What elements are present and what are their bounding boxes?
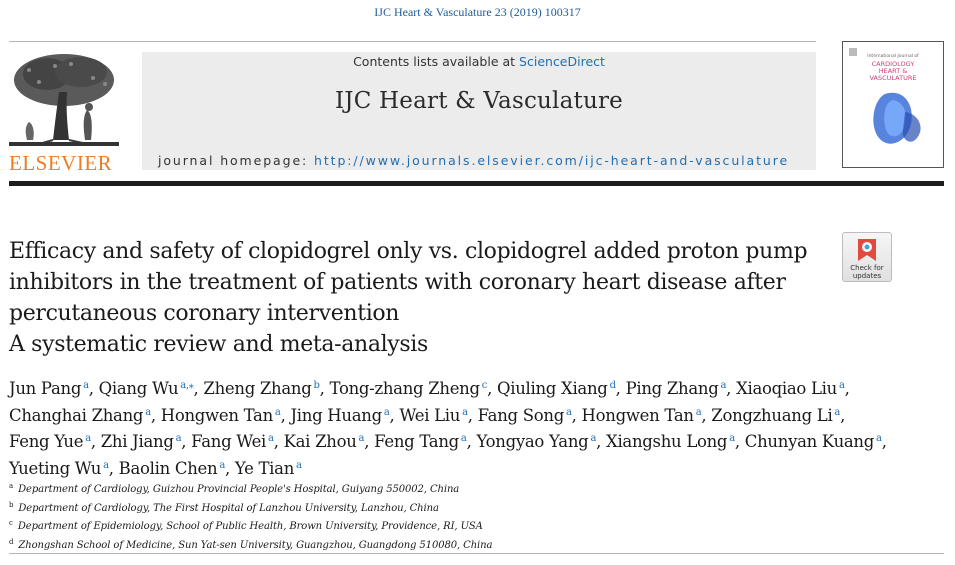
- affiliation-item: [9, 479, 709, 498]
- author-affiliation-mark[interactable]: a: [462, 406, 468, 418]
- author-affiliation-mark[interactable]: a: [103, 459, 109, 471]
- author-name[interactable]: Wei Liu: [399, 405, 461, 425]
- author-list: [9, 374, 949, 480]
- author-affiliation-mark[interactable]: a: [85, 433, 91, 444]
- author-affiliation-mark[interactable]: a: [838, 380, 845, 391]
- author-name[interactable]: Feng Yue: [9, 432, 84, 451]
- author-affiliation-mark[interactable]: a: [145, 406, 151, 418]
- journal-citation[interactable]: IJC Heart & Vasculature 23 (2019) 100317: [374, 5, 581, 19]
- author-affiliation-mark[interactable]: a: [175, 433, 182, 444]
- affiliation-text: Department of Epidemiology, School of Public Health, Brown University, Providence, RI, USA: [17, 521, 483, 532]
- elsevier-logo[interactable]: [9, 52, 119, 175]
- title-line: Efficacy and safety of clopidogrel only vs. clopidogrel added proton pump: [9, 239, 808, 264]
- author-affiliation-mark[interactable]: a: [358, 433, 365, 444]
- author-affiliation-mark[interactable]: a: [876, 433, 882, 444]
- author-name[interactable]: Ping Zhang: [625, 379, 719, 398]
- affiliation-mark: b: [9, 500, 14, 509]
- cover-small-text: International Journal of: [867, 54, 919, 59]
- author-affiliation-mark[interactable]: a: [565, 406, 572, 418]
- author-name[interactable]: Hongwen Tan: [160, 405, 273, 425]
- check-for-updates-label: [843, 264, 891, 280]
- affiliation-mark: d: [9, 537, 14, 546]
- author-line: Jun Pang $^a$, Qiang Wu $^{a,⁎}$, Zheng Zhang $^b$, Tong-zhang Zheng $^c$, Qiuling Xiang $^d$, Ping Zhang $^a$, Xiaoqiao Liu $^a$,: [9, 379, 850, 398]
- author-affiliation-mark[interactable]: a: [695, 406, 702, 418]
- journal-cover-thumbnail[interactable]: [842, 41, 944, 168]
- author-affiliation-mark[interactable]: a: [460, 433, 467, 444]
- affiliation-mark: c: [9, 519, 13, 527]
- affiliation-item: [9, 516, 709, 535]
- author-affiliation-mark[interactable]: a: [274, 406, 281, 418]
- affiliation-text: Department of Cardiology, Guizhou Provincial People's Hospital, Guiyang 550002, China: [18, 484, 460, 495]
- author-affiliation-mark[interactable]: c: [481, 380, 488, 391]
- author-name[interactable]: Qiuling Xiang: [496, 379, 608, 398]
- affiliation-text: Department of Cardiology, The First Hospital of Lanzhou University, Lanzhou, China: [18, 502, 439, 514]
- sciencedirect-link[interactable]: ScienceDirect: [519, 54, 605, 69]
- author-name[interactable]: Xiaoqiao Liu: [736, 379, 837, 398]
- subtitle-line: A systematic review and meta-analysis: [9, 332, 428, 357]
- author-affiliation-mark[interactable]: b: [313, 380, 320, 391]
- author-line: Yueting Wu $^a$, Baolin Chen $^a$, Ye Tian $^a$: [9, 458, 302, 478]
- author-line: Feng Yue $^a$, Zhi Jiang $^a$, Fang Wei $^a$, Kai Zhou $^a$, Feng Tang $^a$, Yongyao Yang $^a$, Xiangshu Long $^a$, Chunyan Kuang $^a$,: [9, 432, 887, 451]
- contents-availability: [142, 54, 816, 69]
- masthead-divider: [9, 181, 944, 186]
- journal-name[interactable]: IJC Heart & Vasculature: [335, 88, 623, 114]
- top-divider: [9, 41, 816, 42]
- elsevier-wordmark: ELSEVIER: [9, 151, 113, 175]
- bookmark-icon: [856, 237, 878, 263]
- author-affiliation-mark[interactable]: a: [383, 406, 390, 418]
- homepage-prefix: journal homepage:: [158, 153, 315, 168]
- affiliation-mark: a: [9, 482, 14, 490]
- contents-prefix: Contents lists available at: [353, 54, 520, 69]
- author-name[interactable]: Fang Song: [477, 405, 564, 425]
- cover-title-line: VASCULATURE: [869, 74, 917, 82]
- author-name[interactable]: Chunyan Kuang: [744, 432, 875, 451]
- cover-title-line: CARDIOLOGY: [871, 60, 915, 68]
- affiliation-text: Zhongshan School of Medicine, Sun Yat-sen University, Guangzhou, Guangdong 510080, China: [18, 539, 493, 551]
- author-name[interactable]: Feng Tang: [374, 432, 459, 451]
- author-name[interactable]: Zhi Jiang: [100, 432, 174, 451]
- elsevier-tree-icon: [9, 52, 119, 150]
- author-affiliation-mark[interactable]: a: [268, 433, 274, 444]
- author-name[interactable]: Jun Pang: [9, 379, 82, 398]
- author-name[interactable]: Kai Zhou: [283, 432, 357, 451]
- author-affiliation-mark[interactable]: a,⁎: [180, 380, 194, 391]
- check-for-updates-button[interactable]: [842, 232, 892, 282]
- author-affiliation-mark[interactable]: a: [729, 433, 735, 444]
- author-affiliation-mark[interactable]: a: [296, 459, 302, 471]
- author-affiliation-mark[interactable]: d: [609, 380, 616, 391]
- author-name[interactable]: Hongwen Tan: [581, 405, 694, 425]
- author-affiliation-mark[interactable]: a: [834, 406, 841, 418]
- affiliation-item: [9, 498, 709, 517]
- affiliation-item: [9, 535, 709, 554]
- journal-homepage: [158, 153, 818, 168]
- author-affiliation-mark[interactable]: a: [83, 380, 89, 391]
- author-name[interactable]: Zheng Zhang: [203, 379, 312, 398]
- author-name[interactable]: Yueting Wu: [9, 458, 102, 478]
- author-affiliation-mark[interactable]: a: [590, 433, 597, 444]
- bottom-divider: [9, 553, 944, 554]
- journal-masthead: [142, 52, 816, 170]
- author-affiliation-mark[interactable]: a: [720, 380, 727, 391]
- author-name[interactable]: Qiang Wu: [98, 379, 179, 398]
- homepage-link[interactable]: http://www.journals.elsevier.com/ijc-heart-and-vasculature: [314, 153, 790, 168]
- check-label-line: updates: [852, 272, 882, 280]
- author-name[interactable]: Zongzhuang Li: [711, 405, 833, 425]
- author-name[interactable]: Fang Wei: [191, 432, 267, 451]
- author-affiliation-mark[interactable]: a: [219, 459, 226, 471]
- article-title: [9, 236, 829, 360]
- author-name[interactable]: Tong-zhang Zheng: [329, 379, 480, 398]
- author-name[interactable]: Ye Tian: [234, 458, 295, 478]
- author-name[interactable]: Xiangshu Long: [606, 432, 728, 451]
- author-name[interactable]: Baolin Chen: [118, 458, 218, 478]
- affiliation-list: [9, 479, 709, 553]
- author-name[interactable]: Changhai Zhang: [9, 405, 144, 425]
- author-line: Changhai Zhang $^a$, Hongwen Tan $^a$, Jing Huang $^a$, Wei Liu $^a$, Fang Song $^a$, Hongwen Tan $^a$, Zongzhuang Li $^a$,: [9, 405, 846, 425]
- title-line: percutaneous coronary intervention: [9, 301, 400, 326]
- cover-title: [843, 61, 943, 82]
- author-name[interactable]: Jing Huang: [290, 405, 382, 425]
- cover-title-line: HEART &: [878, 67, 908, 75]
- check-label-line: Check for: [850, 264, 884, 272]
- author-name[interactable]: Yongyao Yang: [476, 432, 589, 451]
- title-line: inhibitors in the treatment of patients with coronary heart disease after: [9, 270, 786, 295]
